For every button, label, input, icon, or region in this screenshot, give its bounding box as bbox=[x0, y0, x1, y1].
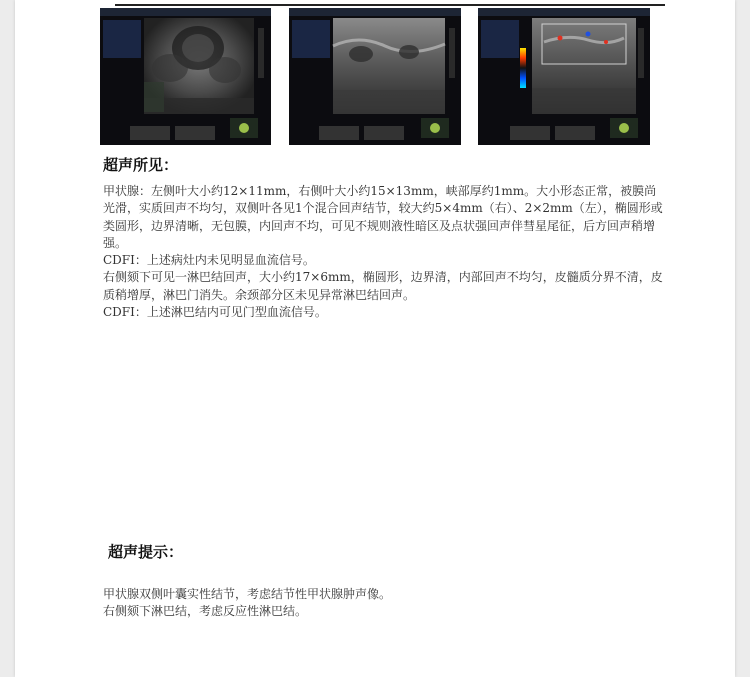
ultrasound-image-3 bbox=[478, 8, 650, 145]
findings-paragraph: 甲状腺：左侧叶大小约12×11mm，右侧叶大小约15×13mm，峡部厚约1mm。大小形态正常，被膜尚光滑，实质回声不均匀，双侧叶各见1个混合回声结节，较大约5×4mm（右）、2×2mm（左），椭圆形或类圆形，边界清晰，无包膜，内回声不均，可见不规则液性暗区及点状强回声伴彗星尾征，后方回声稍增强。 bbox=[103, 184, 663, 250]
findings-paragraph: CDFI：上述淋巴结内可见门型血流信号。 bbox=[103, 305, 327, 320]
impression-line: 右侧颏下淋巴结，考虑反应性淋巴结。 bbox=[103, 604, 308, 618]
report-page bbox=[15, 0, 735, 677]
impression-heading: 超声提示： bbox=[108, 543, 184, 561]
ultrasound-image-2 bbox=[289, 8, 461, 145]
findings-paragraph: 右侧颏下可见一淋巴结回声，大小约17×6mm，椭圆形，边界清，内部回声不均匀，皮髓质分界不清，皮质稍增厚，淋巴门消失。余颈部分区未见异常淋巴结回声。 bbox=[103, 270, 663, 302]
impression-line: 甲状腺双侧叶囊实性结节，考虑结节性甲状腺肿声像。 bbox=[103, 587, 392, 601]
header-rule bbox=[115, 4, 665, 6]
findings-heading: 超声所见： bbox=[103, 156, 179, 174]
findings-text bbox=[103, 183, 668, 321]
findings-paragraph: CDFI：上述病灶内未见明显血流信号。 bbox=[103, 253, 315, 268]
ultrasound-image-1 bbox=[100, 8, 271, 145]
impression-text bbox=[103, 586, 668, 620]
